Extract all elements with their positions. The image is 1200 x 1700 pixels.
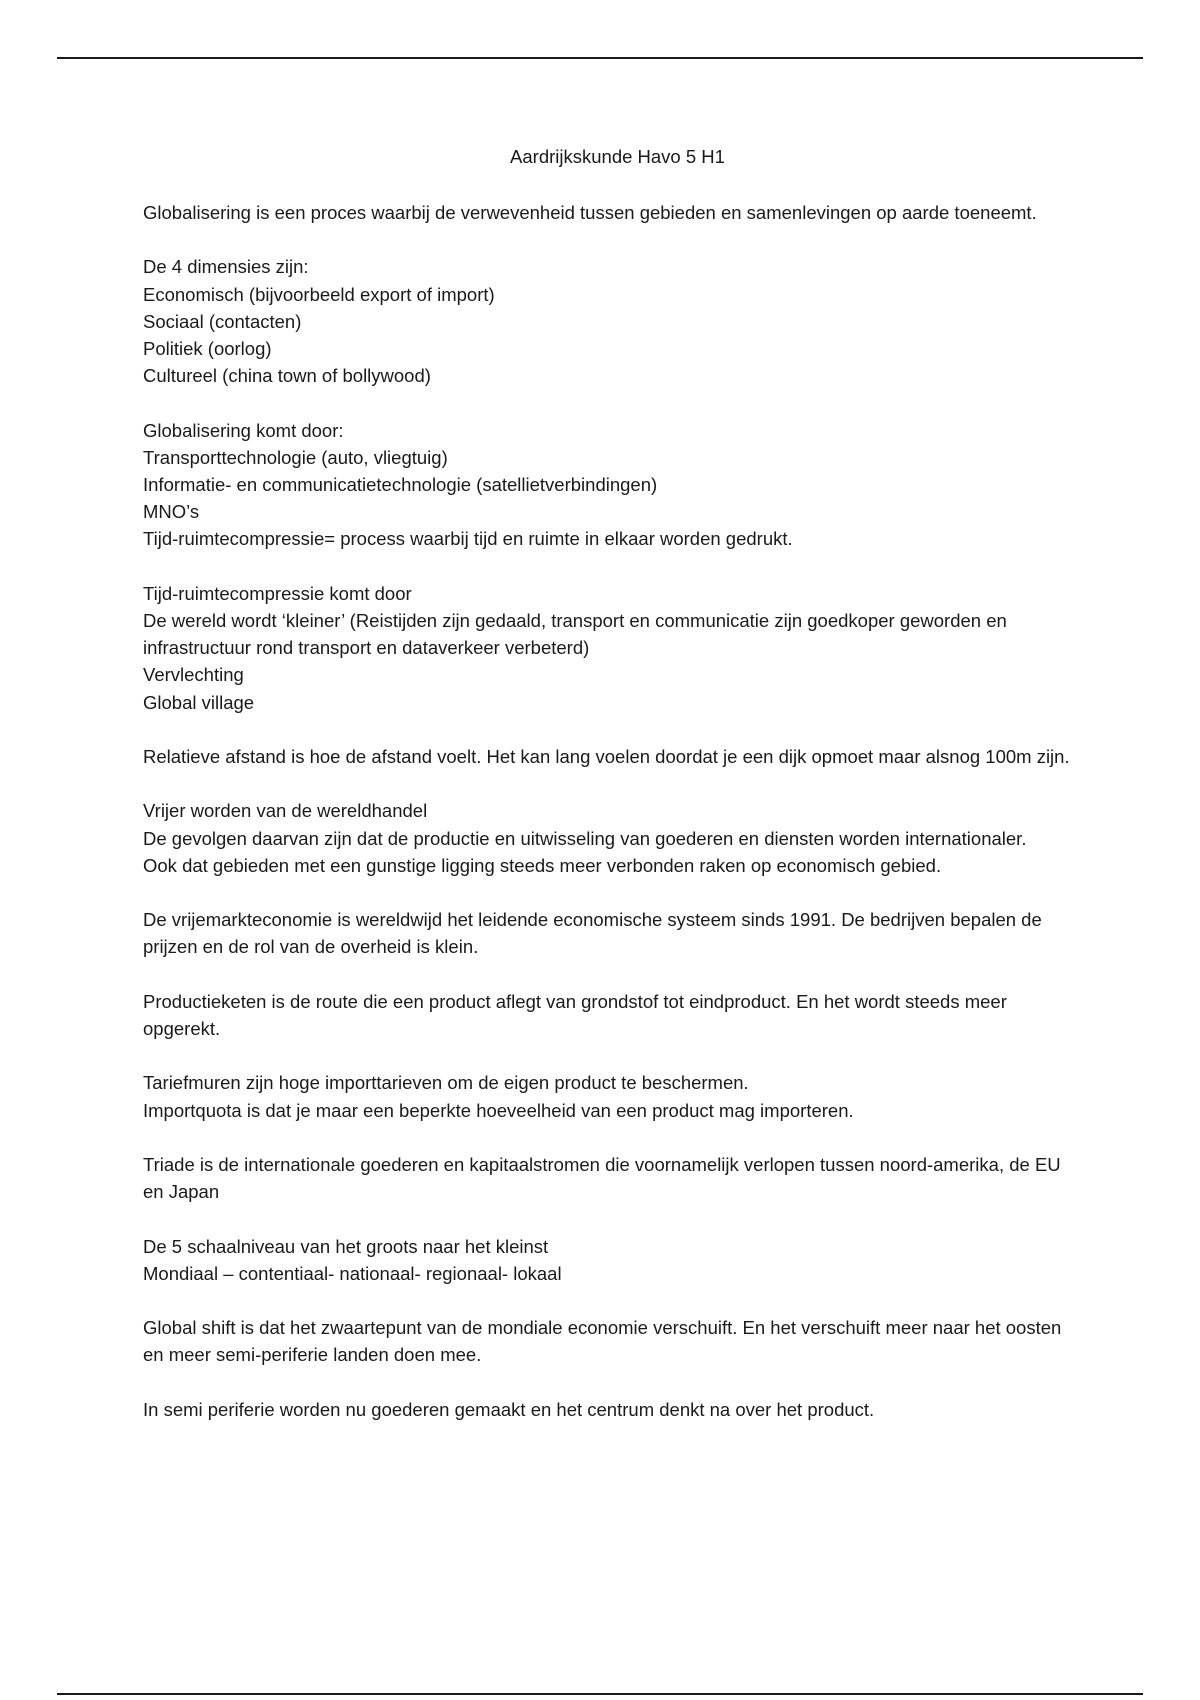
text-line: Politiek (oorlog) xyxy=(143,338,272,359)
text-line: De gevolgen daarvan zijn dat de productie en uitwisseling van goederen en diensten worden internationaler. xyxy=(143,827,1027,849)
document-body xyxy=(143,199,1078,1450)
text-line: De vrijemarkteconomie is wereldwijd het leidende economische systeem sinds 1991. De bedrijven bepalen de prijzen en de rol van de overheid is klein. xyxy=(143,909,1047,958)
header-rule xyxy=(57,57,1143,59)
paragraph-world-trade xyxy=(143,797,1078,879)
footer-rule xyxy=(57,1693,1143,1695)
paragraph-tariffs xyxy=(143,1069,1078,1123)
text-line: Ook dat gebieden met een gunstige ligging steeds meer verbonden raken op economisch gebied. xyxy=(143,854,942,876)
text-line: Importquota is dat je maar een beperkte hoeveelheid van een product mag importeren. xyxy=(143,1099,854,1121)
paragraph-relative-distance xyxy=(143,743,1078,770)
paragraph-causes xyxy=(143,417,1078,553)
text-line: Economisch (bijvoorbeeld export of import) xyxy=(143,283,495,305)
paragraph-global-shift xyxy=(143,1314,1078,1368)
text-line: Cultureel (china town of bollywood) xyxy=(143,365,431,387)
text-line: Triade is de internationale goederen en kapitaalstromen die voornamelijk verlopen tussen noord-amerika, de EU en Japan xyxy=(143,1153,1066,1203)
text-line: De 5 schaalniveau van het groots naar het kleinst xyxy=(143,1235,549,1257)
text-line: Informatie- en communicatietechnologie (satellietverbindingen) xyxy=(143,474,658,495)
text-line: Tijd-ruimtecompressie komt door xyxy=(143,582,412,604)
text-line: Global shift is dat het zwaartepunt van de mondiale economie verschuift. En het verschuift meer naar het oosten en meer semi-periferie landen doen mee. xyxy=(143,1317,1067,1366)
text-line: Sociaal (contacten) xyxy=(143,310,302,332)
text-line: Vrijer worden van de wereldhandel xyxy=(143,800,428,822)
paragraph-scale-levels xyxy=(143,1233,1078,1287)
text-line: Vervlechting xyxy=(143,664,244,686)
paragraph-free-market xyxy=(143,906,1078,960)
text-line: Globalisering is een proces waarbij de verwevenheid tussen gebieden en samenlevingen op aarde toeneemt. xyxy=(143,202,1037,223)
page-title: Aardrijkskunde Havo 5 H1 xyxy=(510,146,725,167)
paragraph-triade xyxy=(143,1151,1078,1205)
paragraph-compression xyxy=(143,580,1078,716)
text-line: Relatieve afstand is hoe de afstand voelt. Het kan lang voelen doordat je een dijk opmoet maar alsnog 100m zijn. xyxy=(143,746,1070,767)
paragraph-production-chain xyxy=(143,988,1078,1042)
text-line: Transporttechnologie (auto, vliegtuig) xyxy=(143,446,448,468)
text-line: De 4 dimensies zijn: xyxy=(143,256,309,278)
text-line: Global village xyxy=(143,691,255,713)
text-line: Tijd-ruimtecompressie= process waarbij tijd en ruimte in elkaar worden gedrukt. xyxy=(143,528,793,550)
text-line: In semi periferie worden nu goederen gemaakt en het centrum denkt na over het product. xyxy=(143,1398,875,1420)
text-line: MNO’s xyxy=(143,501,200,523)
paragraph-semi-periphery xyxy=(143,1396,1078,1423)
text-line: De wereld wordt ‘kleiner’ (Reistijden zijn gedaald, transport en communicatie zijn goedkoper geworden en infrastructuur rond transport en dataverkeer verbeterd) xyxy=(143,610,1012,659)
text-line: Tariefmuren zijn hoge importtarieven om de eigen product te beschermen. xyxy=(143,1072,749,1094)
paragraph-dimensions xyxy=(143,253,1078,389)
paragraph-definition xyxy=(143,199,1078,226)
text-line: Productieketen is de route die een product aflegt van grondstof tot eindproduct. En het wordt steeds meer opgerekt. xyxy=(143,990,1013,1039)
text-line: Mondiaal – contentiaal- nationaal- regionaal- lokaal xyxy=(143,1262,562,1284)
text-line: Globalisering komt door: xyxy=(143,419,344,441)
